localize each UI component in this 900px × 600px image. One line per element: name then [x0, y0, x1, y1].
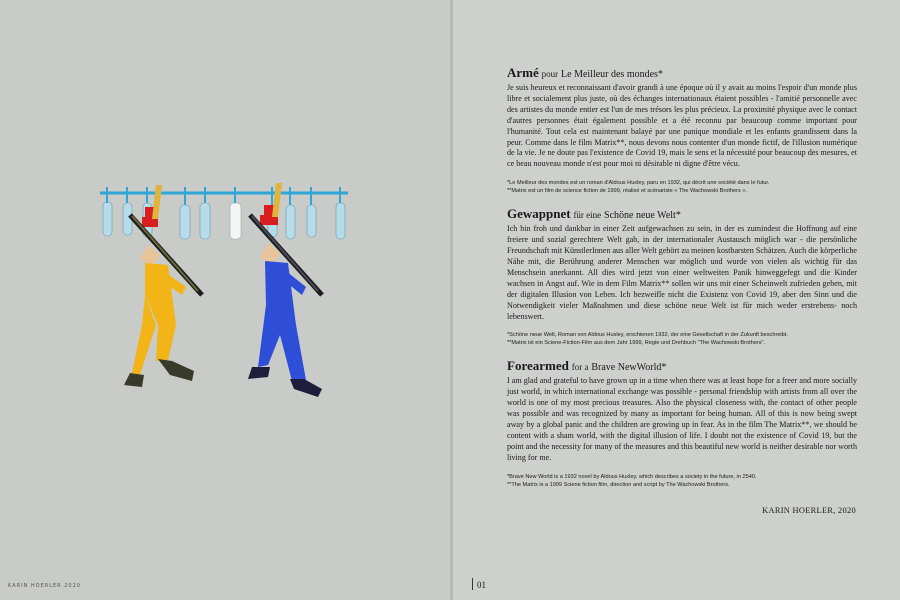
soldiers-illustration: [90, 175, 360, 415]
section-heading: Gewappnet für eine Schöne neue Welt*: [507, 206, 681, 222]
page-number: 01: [472, 578, 486, 590]
footnote: **Matrix ist ein Sciene-Fiction-Film aus dem Jahr 1999, Regie und Drehbuch "The Wachowski Brothers".: [507, 340, 766, 347]
section-heading: Armé pour Le Meilleur des mondes*: [507, 65, 663, 80]
section-english: [507, 359, 857, 488]
author-signature: KARIN HOERLER, 2020: [762, 506, 856, 515]
section-french: [507, 66, 857, 195]
hanging-masks: [103, 187, 345, 239]
section-body: I am glad and grateful to have grown up in a time when there was at least hope for a freer and more socially just world, in which international exchange was possible - personal friendship with artists from all over the world is one of my most precious treasures. Also the physical closeness with, the contact of other people was possible and was recognized by many as important for being human. All of this is now being swept away by a global panic and the children are growing up in fear. As in the film The Matrix**, we should be content with a sham world, with the digital illusion of life. I doubt not the existence of Covid 19, but the point and the necessity for many of the measures and this beautiful new world is neither desirable nor worth living for me.: [507, 376, 857, 462]
section-german: [507, 207, 857, 347]
footnote: *Le Meilleur des mondes est un roman d'Aldous Huxley, paru en 1932, qui décrit une société dans le futur.: [507, 180, 770, 187]
section-body: Je suis heureux et reconnaissant d'avoir grandi à une époque où il y avait au moins l'espoir d'un monde plus libre et socialement plus juste, où des échanges internationaux étaient possibles - l'amitié personnelle avec des artistes du monde entier est l'un de mes trésors les plus précieux. La proximité physique avec le contact d'autres personnes était également possible et a été reconnu par beaucoup comme important pour l'humanité. Tout cela est maintenant balayé par une panique mondiale et les enfants grandissent dans la peur. Comme dans le film Matrix**, nous devons nous contenter d'un monde fictif, de l'illusion numérique de la vie. Je ne doute pas l'existence de Covid 19, mais le sens et la nécessité pour beaucoup des mesures, et ce beau nouveau monde n'est pour moi ni désirable ni digne d'être vécu.: [507, 83, 857, 169]
left-signature: KARIN HOERLER 2020: [8, 583, 81, 589]
section-body: Ich bin froh und dankbar in einer Zeit aufgewachsen zu sein, in der es zumindest die Hoffnung auf eine freiere und sozial gerechtere Welt gab, in der internationaler Austausch möglich war - die persönliche Freundschaft mit KünstlerInnen aus aller Welt gehört zu meinen kostbarsten Schätzen. Auch die körperliche Nähe mit, die Berührung anderer Menschen war möglich und wurde von vielen als wichtig für das Menschsein anerkannt. All dies wird jetzt von einer weltweiten Panik hinweggefegt und die Kinder wachsen in Angst auf. Wie in dem Film Matrix** sollen wir uns mit einer Scheinwelt zufrieden geben, mit der digitalen Illusion von Leben. Ich bezweifle nicht die Existenz von Covid 19, aber den Sinn und die Notwendigkeit vieler Maßnahmen und diese schöne neue Welt ist für mich weder erstrebens- noch lebenswert.: [507, 224, 857, 321]
footnotes: [507, 179, 857, 195]
section-heading: Forearmed for a Brave NewWorld*: [507, 358, 667, 374]
footnote: *Schöne neue Welt, Roman von Aldous Huxley, erschienen 1932, der eine Gesellschaft in der Zukunft beschreibt.: [507, 332, 788, 339]
footnote: **Matrix est un film de science fiction de 1999, réalisé et scénariste « The Wachowski Brothers ».: [507, 188, 748, 195]
footnotes: [507, 473, 857, 489]
text-column: [507, 66, 857, 501]
page-number-divider: [472, 578, 473, 590]
footnote: *Brave New World is a 1932 novel by Aldous Huxley, which describes a society in the future, in 2540.: [507, 473, 757, 480]
footnotes: [507, 331, 857, 347]
yellow-soldier: [124, 185, 202, 387]
footnote: **The Matrix is a 1999 Sciene fiction film, direction and script by The Wachowski Brothers.: [507, 481, 730, 488]
